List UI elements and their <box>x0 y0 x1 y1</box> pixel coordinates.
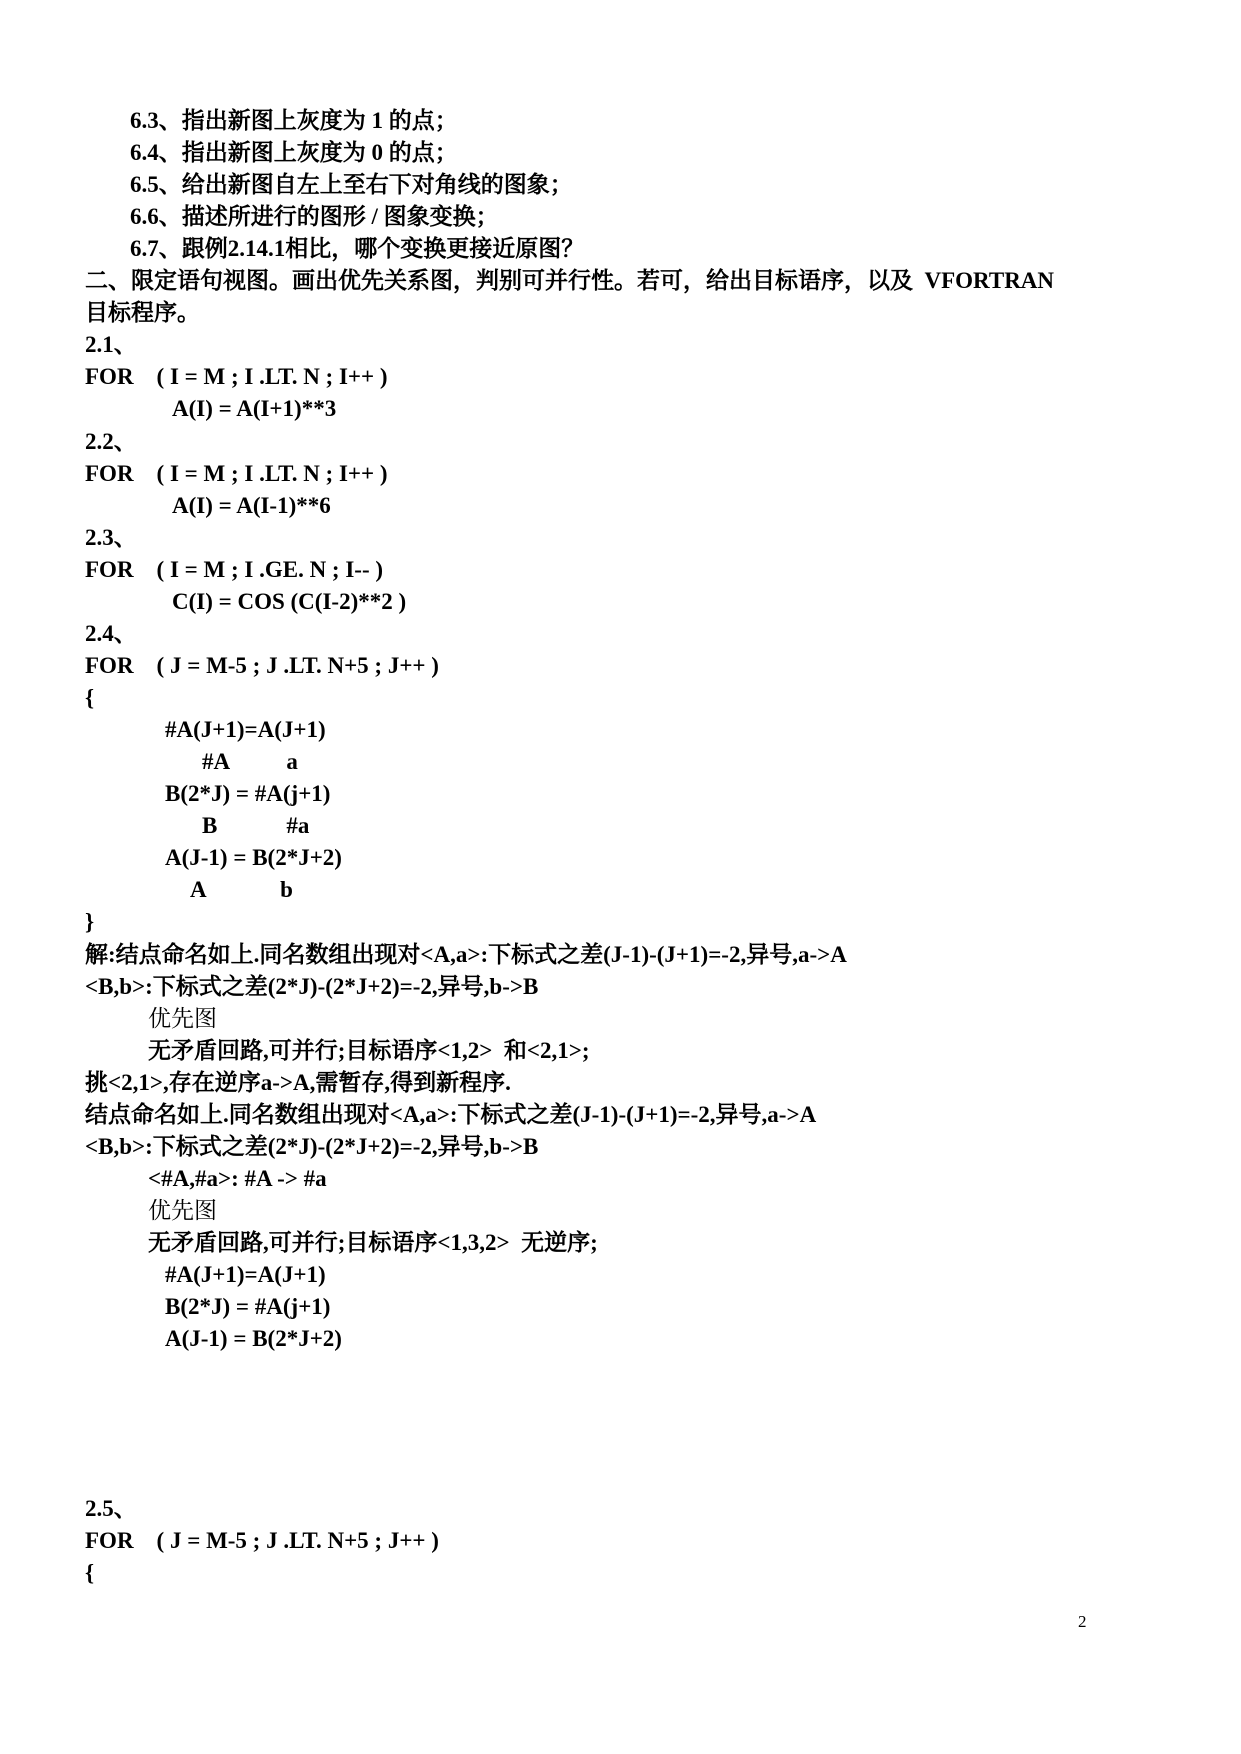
code-line: #A(J+1)=A(J+1) <box>165 1262 326 1287</box>
solution-line: 优先图 <box>148 1006 217 1031</box>
code-line: } <box>85 909 95 934</box>
code-line: B(2*J) = #A(j+1) <box>165 781 331 806</box>
solution-line: 结点命名如上.同名数组出现对<A,a>:下标式之差(J-1)-(J+1)=-2,异号,a->A <box>85 1102 817 1127</box>
code-line: A(J-1) = B(2*J+2) <box>165 1326 342 1351</box>
code-line: #A(J+1)=A(J+1) <box>165 717 326 742</box>
code-line: { <box>85 1560 95 1585</box>
text-line: 6.3、指出新图上灰度为 1 的点； <box>130 108 458 133</box>
text-line: 6.5、给出新图自左上至右下对角线的图象； <box>130 172 573 197</box>
solution-line: 优先图 <box>148 1198 217 1223</box>
text-line: 6.7、跟例2.14.1相比，哪个变换更接近原图？ <box>130 236 585 261</box>
problem-number: 2.1、 <box>85 332 137 357</box>
solution-line: 解:结点命名如上.同名数组出现对<A,a>:下标式之差(J-1)-(J+1)=-2,异号,a->A <box>85 942 847 967</box>
page-number: 2 <box>1078 1612 1087 1631</box>
text-line: 目标程序。 <box>85 300 200 325</box>
code-line: A(J-1) = B(2*J+2) <box>165 845 342 870</box>
code-line: FOR ( I = M ; I .LT. N ; I++ ) <box>85 364 388 389</box>
solution-line: 无矛盾回路,可并行;目标语序<1,2> 和<2,1>; <box>148 1038 590 1063</box>
solution-line: <B,b>:下标式之差(2*J)-(2*J+2)=-2,异号,b->B <box>85 974 539 999</box>
code-line: A(I) = A(I-1)**6 <box>172 493 331 518</box>
code-line: { <box>85 685 95 710</box>
code-line: FOR ( J = M-5 ; J .LT. N+5 ; J++ ) <box>85 653 439 678</box>
problem-number: 2.2、 <box>85 429 137 454</box>
text-line: 6.4、指出新图上灰度为 0 的点； <box>130 140 458 165</box>
code-line: A(I) = A(I+1)**3 <box>172 396 337 421</box>
problem-number: 2.4、 <box>85 621 137 646</box>
code-line: FOR ( I = M ; I .GE. N ; I-- ) <box>85 557 384 582</box>
node-label-line: A b <box>190 877 293 902</box>
problem-number: 2.3、 <box>85 525 137 550</box>
code-line: C(I) = COS (C(I-2)**2 ) <box>172 589 407 614</box>
code-line: FOR ( J = M-5 ; J .LT. N+5 ; J++ ) <box>85 1528 439 1553</box>
node-label-line: B #a <box>202 813 310 838</box>
code-line: B(2*J) = #A(j+1) <box>165 1294 331 1319</box>
solution-line: 无矛盾回路,可并行;目标语序<1,3,2> 无逆序; <box>148 1230 598 1255</box>
solution-line: <#A,#a>: #A -> #a <box>148 1166 327 1191</box>
section-heading: 二、限定语句视图。画出优先关系图，判别可并行性。若可，给出目标语序，以及 VFORTRAN <box>85 268 1055 293</box>
node-label-line: #A a <box>202 749 298 774</box>
problem-number: 2.5、 <box>85 1496 137 1521</box>
solution-line: 挑<2,1>,存在逆序a->A,需暂存,得到新程序. <box>85 1070 511 1095</box>
solution-line: <B,b>:下标式之差(2*J)-(2*J+2)=-2,异号,b->B <box>85 1134 539 1159</box>
code-line: FOR ( I = M ; I .LT. N ; I++ ) <box>85 461 388 486</box>
text-line: 6.6、描述所进行的图形 / 图象变换； <box>130 204 499 229</box>
